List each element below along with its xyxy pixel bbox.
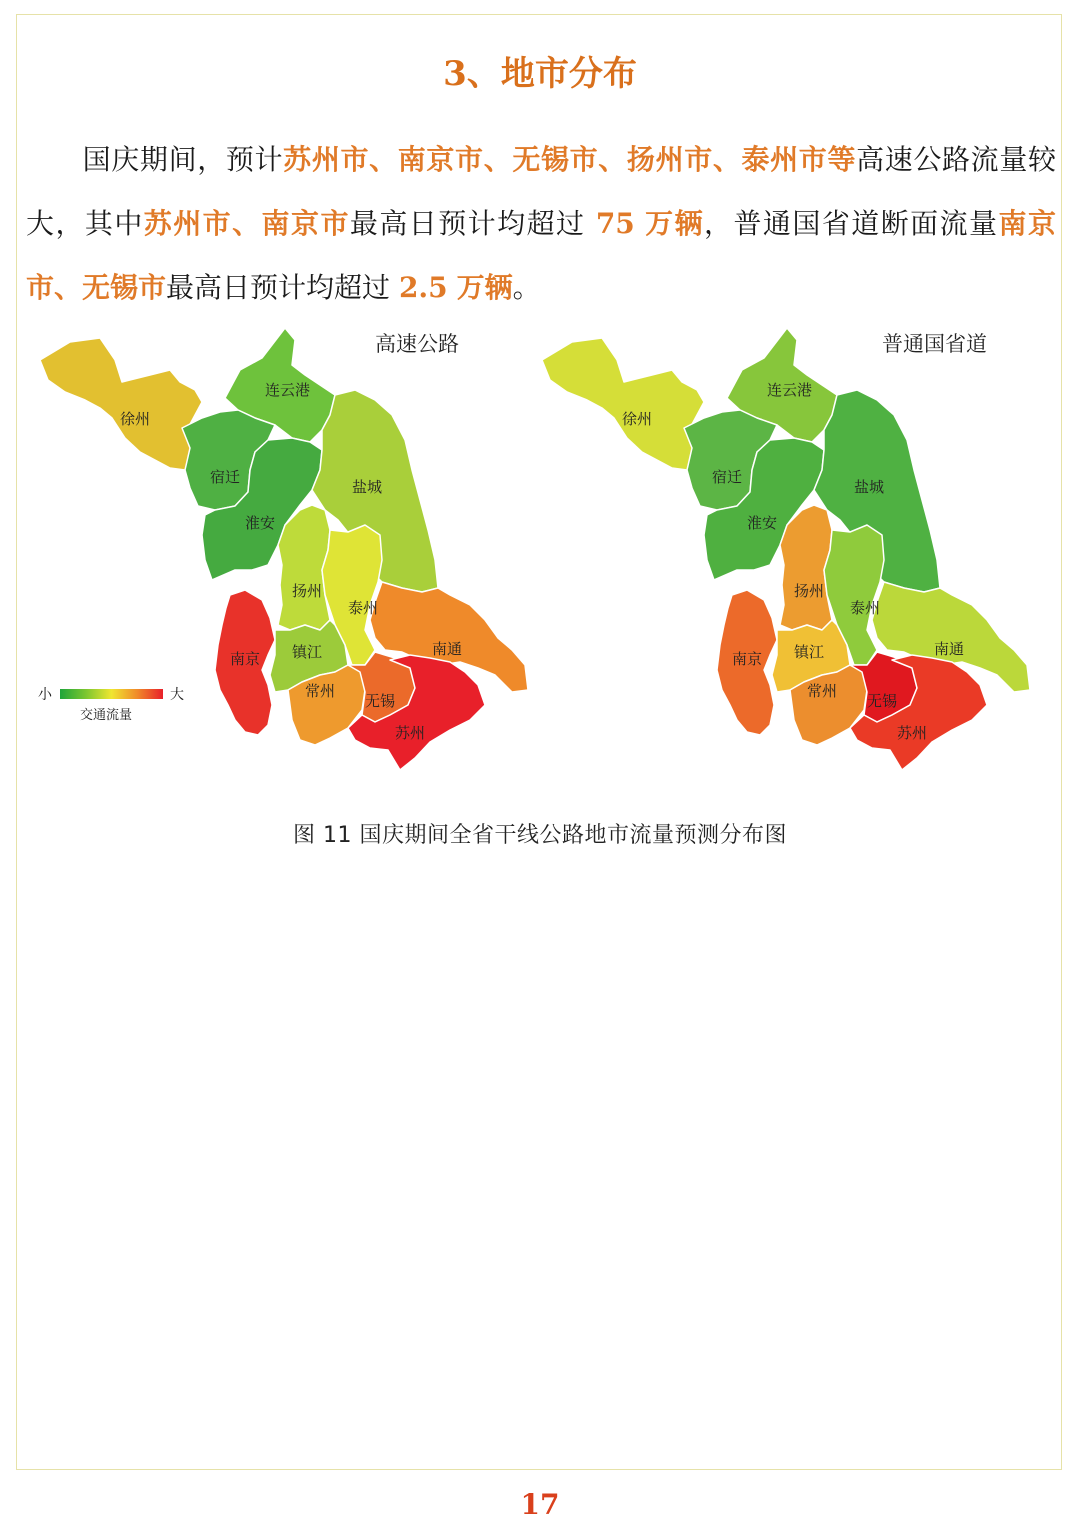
expressway-map-title: 高速公路 (375, 332, 459, 356)
national-road-label-yancheng: 盐城 (854, 478, 885, 496)
expressway-map (30, 320, 530, 800)
expressway-label-suqian: 宿迁 (210, 468, 241, 486)
legend-big-label: 大 (170, 687, 184, 703)
section-title: 3、地市分布 (443, 54, 637, 94)
para-text-3: 最高日预计均超过 (349, 207, 586, 240)
para-text-4: ，普通国省道断面流量 (704, 207, 999, 240)
legend-gradient-bar (60, 689, 163, 699)
traffic-legend (38, 684, 198, 724)
expressway-label-lianyungang: 连云港 (265, 381, 311, 399)
national-road-label-zhenjiang: 镇江 (794, 643, 825, 661)
page-number: 17 (520, 1488, 560, 1521)
expressway-label-nantong: 南通 (432, 640, 463, 658)
expressway-label-xuzhou: 徐州 (120, 410, 151, 428)
para-number-2: 2.5 (398, 271, 448, 304)
para-highlight-2: 苏州市、南京市 (143, 207, 350, 240)
summary-paragraph (26, 128, 1056, 320)
national-road-label-nanjing: 南京 (732, 650, 763, 668)
expressway-label-suzhou: 苏州 (395, 724, 426, 742)
para-highlight-1: 苏州市、南京市、无锡市、扬州市、泰州市等 (283, 143, 857, 176)
para-text-6: 。 (512, 271, 541, 304)
expressway-label-nanjing: 南京 (230, 650, 261, 668)
para-text-1: 国庆期间，预计 (82, 143, 284, 176)
para-unit-1: 万辆 (645, 207, 705, 240)
para-highlight-3: 南京市、无锡市 (26, 207, 1056, 304)
para-text-5: 最高日预计均超过 (166, 271, 391, 304)
expressway-label-huaian: 淮安 (245, 514, 276, 532)
expressway-label-wuxi: 无锡 (365, 692, 396, 710)
national-road-label-suzhou: 苏州 (897, 724, 928, 742)
national-road-label-changzhou: 常州 (807, 682, 838, 700)
expressway-label-changzhou: 常州 (305, 682, 336, 700)
figure-caption: 图 11 国庆期间全省干线公路地市流量预测分布图 (293, 823, 787, 848)
legend-small-label: 小 (38, 687, 52, 703)
national-road-label-huaian: 淮安 (747, 514, 778, 532)
legend-caption: 交通流量 (80, 708, 133, 723)
national-road-map (532, 320, 1032, 800)
expressway-label-yangzhou: 扬州 (292, 582, 323, 600)
national-road-label-suqian: 宿迁 (712, 468, 743, 486)
national-road-label-yangzhou: 扬州 (794, 582, 825, 600)
national-road-map-svg (532, 320, 1032, 800)
para-number-1: 75 (595, 207, 635, 240)
expressway-label-yancheng: 盐城 (352, 478, 383, 496)
national-road-label-xuzhou: 徐州 (622, 410, 653, 428)
national-road-label-nantong: 南通 (934, 640, 965, 658)
national-road-label-wuxi: 无锡 (867, 692, 898, 710)
para-text-2: 高速公路流量较大，其中 (26, 143, 1056, 240)
expressway-map-svg (30, 320, 530, 800)
national-road-label-taizhou: 泰州 (850, 599, 881, 617)
national-road-label-lianyungang: 连云港 (767, 381, 813, 399)
national-road-map-title: 普通国省道 (882, 332, 987, 356)
expressway-label-zhenjiang: 镇江 (292, 643, 323, 661)
para-unit-2: 万辆 (456, 271, 513, 304)
expressway-label-taizhou: 泰州 (348, 599, 379, 617)
national-road-region-xuzhou (542, 338, 704, 470)
expressway-region-xuzhou (40, 338, 202, 470)
